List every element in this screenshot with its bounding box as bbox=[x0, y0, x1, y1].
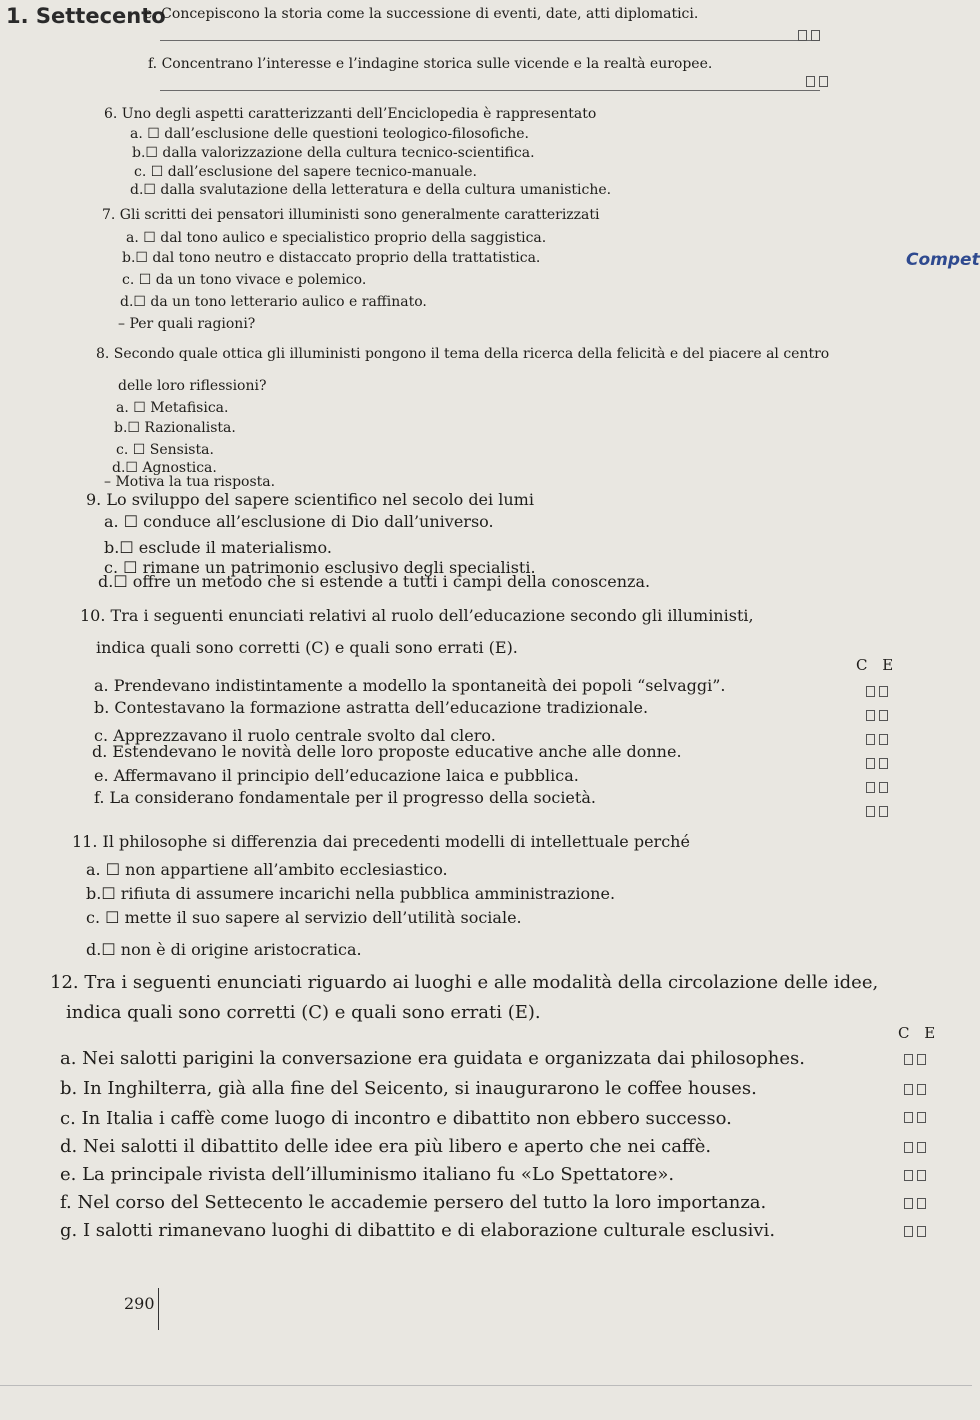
checkbox-e[interactable] bbox=[879, 782, 888, 793]
answer-line bbox=[160, 90, 820, 91]
q6-option-a[interactable]: a. ☐ dall’esclusione delle questioni teologico-filosofiche. bbox=[130, 126, 529, 142]
checkbox-c[interactable] bbox=[798, 30, 807, 41]
page-number-divider bbox=[158, 1288, 159, 1330]
checkbox-c[interactable] bbox=[866, 710, 875, 721]
checkbox-e[interactable] bbox=[917, 1112, 926, 1123]
checkbox-c[interactable] bbox=[866, 758, 875, 769]
q8-option-a[interactable]: a. ☐ Metafisica. bbox=[116, 400, 229, 416]
q7-stem: 7. Gli scritti dei pensatori illuministi sono generalmente caratterizzati bbox=[102, 207, 600, 223]
checkbox-c[interactable] bbox=[866, 782, 875, 793]
q12-item-a: a. Nei salotti parigini la conversazione era guidata e organizzata dai philosophes. bbox=[60, 1048, 806, 1069]
q8-stem-2: delle loro riflessioni? bbox=[118, 378, 267, 394]
checkbox-c[interactable] bbox=[904, 1112, 913, 1123]
checkbox-e[interactable] bbox=[917, 1084, 926, 1095]
checkbox-e[interactable] bbox=[879, 686, 888, 697]
q12-item-f: f. Nel corso del Settecento le accademie persero del tutto la loro importanza. bbox=[60, 1192, 767, 1213]
q12-item-b: b. In Inghilterra, già alla fine del Seicento, si inaugurarono le coffee houses. bbox=[60, 1078, 757, 1099]
checkbox-c[interactable] bbox=[904, 1054, 913, 1065]
q10-stem: 10. Tra i seguenti enunciati relativi al ruolo dell’educazione secondo gli illuministi, bbox=[80, 606, 754, 625]
q7-note: – Per quali ragioni? bbox=[118, 316, 256, 332]
q11-option-b[interactable]: b.☐ rifiuta di assumere incarichi nella pubblica amministrazione. bbox=[86, 884, 616, 903]
answer-line bbox=[160, 40, 820, 41]
q8-stem: 8. Secondo quale ottica gli illuministi pongono il tema della ricerca della felicità e del piacere al centro bbox=[96, 346, 830, 362]
q12-item-d: d. Nei salotti il dibattito delle idee era più libero e aperto che nei caffè. bbox=[60, 1136, 712, 1157]
checkbox-c[interactable] bbox=[904, 1198, 913, 1209]
checkbox-e[interactable] bbox=[917, 1142, 926, 1153]
q7-option-a[interactable]: a. ☐ dal tono aulico e specialistico proprio della saggistica. bbox=[126, 230, 547, 246]
checkbox-c[interactable] bbox=[904, 1226, 913, 1237]
q11-option-a[interactable]: a. ☐ non appartiene all’ambito ecclesiastico. bbox=[86, 860, 448, 879]
section-title: 1. Settecento bbox=[6, 4, 166, 28]
q10-item-d: d. Estendevano le novità delle loro proposte educative anche alle donne. bbox=[92, 742, 682, 761]
ce-header: C E bbox=[898, 1024, 941, 1042]
q6-option-b[interactable]: b.☐ dalla valorizzazione della cultura tecnico-scientifica. bbox=[132, 145, 535, 161]
q12-item-c: c. In Italia i caffè come luogo di incontro e dibattito non ebbero successo. bbox=[60, 1108, 732, 1129]
q10-item-c: c. Apprezzavano il ruolo centrale svolto dal clero. bbox=[94, 726, 496, 745]
q10-item-a: a. Prendevano indistintamente a modello la spontaneità dei popoli “selvaggi”. bbox=[94, 676, 726, 695]
q9-option-b[interactable]: b.☐ esclude il materialismo. bbox=[104, 538, 332, 557]
checkbox-e[interactable] bbox=[879, 710, 888, 721]
checkbox-e[interactable] bbox=[917, 1226, 926, 1237]
checkbox-e[interactable] bbox=[819, 76, 828, 87]
page-edge bbox=[0, 1385, 972, 1386]
q10-item-f: f. La considerano fondamentale per il progresso della società. bbox=[94, 788, 596, 807]
page-number: 290 bbox=[124, 1294, 155, 1313]
checkbox-c[interactable] bbox=[904, 1142, 913, 1153]
q10-item-e: e. Affermavano il principio dell’educazione laica e pubblica. bbox=[94, 766, 579, 785]
q12-stem-2: indica quali sono corretti (C) e quali sono errati (E). bbox=[66, 1002, 541, 1023]
checkbox-e[interactable] bbox=[917, 1054, 926, 1065]
q5-item-f: f. Concentrano l’interesse e l’indagine storica sulle vicende e la realtà europee. bbox=[148, 56, 713, 72]
q11-option-d[interactable]: d.☐ non è di origine aristocratica. bbox=[86, 940, 362, 959]
q8-option-b[interactable]: b.☐ Razionalista. bbox=[114, 420, 236, 436]
q12-item-e: e. La principale rivista dell’illuminismo italiano fu «Lo Spettatore». bbox=[60, 1164, 675, 1185]
q6-option-d[interactable]: d.☐ dalla svalutazione della letteratura e della cultura umanistiche. bbox=[130, 182, 612, 198]
q11-stem: 11. Il philosophe si differenzia dai precedenti modelli di intellettuale perché bbox=[72, 832, 690, 851]
q5-item-e: e. Concepiscono la storia come la successione di eventi, date, atti diplomatici. bbox=[144, 6, 699, 22]
q10-item-b: b. Contestavano la formazione astratta dell’educazione tradizionale. bbox=[94, 698, 649, 717]
q7-option-c[interactable]: c. ☐ da un tono vivace e polemico. bbox=[122, 272, 367, 288]
q11-option-c[interactable]: c. ☐ mette il suo sapere al servizio dell’utilità sociale. bbox=[86, 908, 522, 927]
checkbox-e[interactable] bbox=[879, 758, 888, 769]
checkbox-c[interactable] bbox=[806, 76, 815, 87]
checkbox-c[interactable] bbox=[866, 734, 875, 745]
checkbox-c[interactable] bbox=[866, 686, 875, 697]
q9-option-d[interactable]: d.☐ offre un metodo che si estende a tutti i campi della conoscenza. bbox=[98, 572, 651, 591]
q7-option-d[interactable]: d.☐ da un tono letterario aulico e raffinato. bbox=[120, 294, 427, 310]
q12-item-g: g. I salotti rimanevano luoghi di dibattito e di elaborazione culturale esclusivi. bbox=[60, 1220, 776, 1241]
q6-option-c[interactable]: c. ☐ dall’esclusione del sapere tecnico-manuale. bbox=[134, 164, 477, 180]
q8-note: – Motiva la tua risposta. bbox=[104, 474, 276, 490]
checkbox-e[interactable] bbox=[879, 806, 888, 817]
checkbox-e[interactable] bbox=[811, 30, 820, 41]
q6-stem: 6. Uno degli aspetti caratterizzanti dell’Enciclopedia è rappresentato bbox=[104, 106, 597, 122]
checkbox-e[interactable] bbox=[917, 1198, 926, 1209]
ce-header: C E bbox=[856, 656, 899, 674]
q12-stem: 12. Tra i seguenti enunciati riguardo ai luoghi e alle modalità della circolazione delle idee, bbox=[50, 972, 879, 993]
q9-option-a[interactable]: a. ☐ conduce all’esclusione di Dio dall’universo. bbox=[104, 512, 494, 531]
sidebar-label: Compet bbox=[906, 250, 980, 270]
q8-option-c[interactable]: c. ☐ Sensista. bbox=[116, 442, 214, 458]
q9-stem: 9. Lo sviluppo del sapere scientifico nel secolo dei lumi bbox=[86, 490, 534, 509]
q8-option-d[interactable]: d.☐ Agnostica. bbox=[112, 460, 217, 476]
q10-stem-2: indica quali sono corretti (C) e quali sono errati (E). bbox=[96, 638, 518, 657]
checkbox-c[interactable] bbox=[904, 1084, 913, 1095]
checkbox-e[interactable] bbox=[879, 734, 888, 745]
checkbox-c[interactable] bbox=[866, 806, 875, 817]
checkbox-e[interactable] bbox=[917, 1170, 926, 1181]
q7-option-b[interactable]: b.☐ dal tono neutro e distaccato proprio della trattatistica. bbox=[122, 250, 541, 266]
q9-option-c[interactable]: c. ☐ rimane un patrimonio esclusivo degli specialisti. bbox=[104, 558, 536, 577]
checkbox-c[interactable] bbox=[904, 1170, 913, 1181]
